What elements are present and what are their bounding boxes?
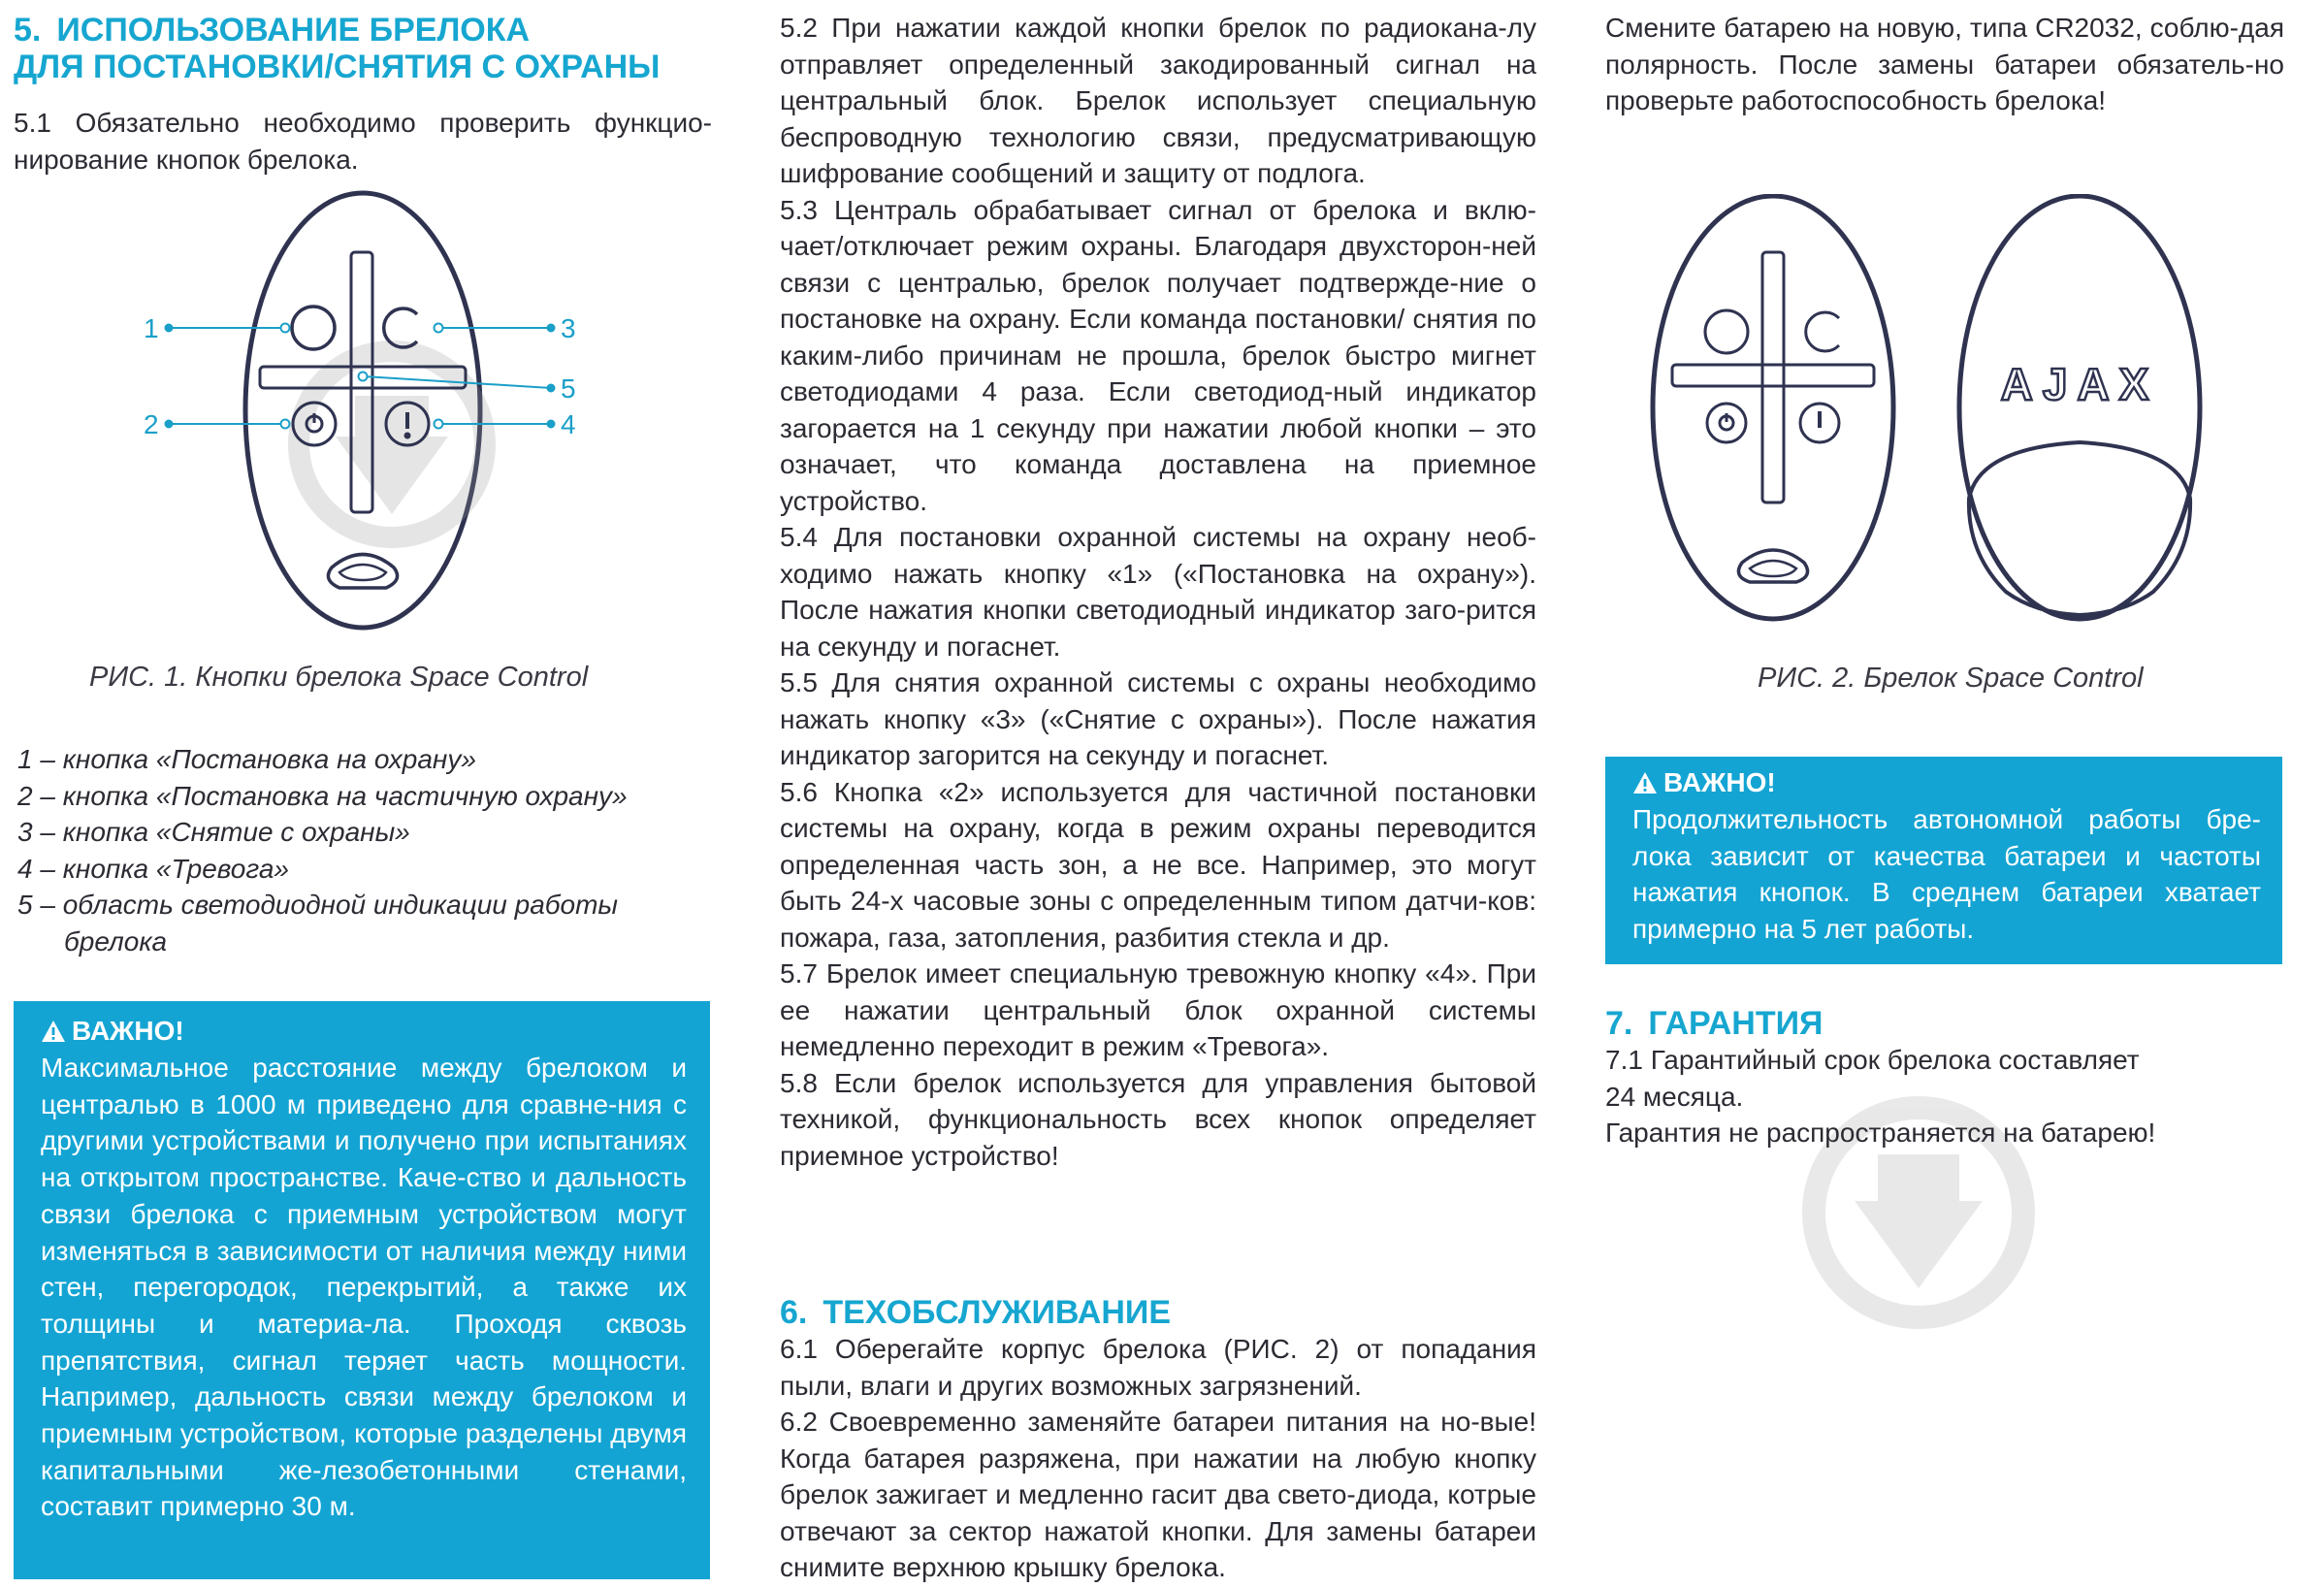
callout-3: 3: [561, 313, 576, 343]
section-6-title: 6. ТЕХОБСЛУЖИВАНИЕ: [780, 1294, 1172, 1331]
warning-icon: [1632, 771, 1658, 794]
callout-1: 1: [144, 313, 159, 343]
important-title: ВАЖНО!: [1663, 767, 1776, 797]
paragraph-5-6: 5.6 Кнопка «2» используется для частичной постановки системы на охрану, когда в режим охраны переводится определенная часть зон, а не все. Например, это могут быть 24-х часовые зоны с определенным типом датчи-ков: пожара, газа, затопления, разбития стекла и др.: [780, 776, 1536, 953]
callout-5: 5: [561, 373, 576, 404]
paragraph-5-1: 5.1 Обязательно необходимо проверить функцио-нирование кнопок брелока.: [14, 108, 712, 175]
important-text: Продолжительность автономной работы бре-лока зависит от качества батареи и частоты нажатия кнопок. В среднем батареи хватает примерно на 5 лет работы.: [1632, 804, 2261, 945]
legend-item-5: 5 – область светодиодной индикации работы: [17, 890, 619, 920]
legend-item-1: 1 – кнопка «Постановка на охрану»: [17, 744, 476, 774]
section-6: [780, 1294, 1536, 1586]
important-text: Максимальное расстояние между брелоком и централью в 1000 м приведено для сравне-ния с другими устройствами и получено при испытаниях на открытом пространстве. Каче-ство и дальность связи брелока с приемным устройством могут изменяться в зависимости от наличия между ними стен, перегородок, перекрытий, а также их толщины и материа-ла. Проходя сквозь препятствия, сигнал теряет часть мощности. Например, дальность связи между брелоком и приемным устройством, которые разделены двумя капитальными же-лезобетонными стенами, составит примерно 30 м.: [41, 1053, 687, 1522]
figure-1-keyfob-diagram: [126, 184, 592, 631]
legend-item-3: 3 – кнопка «Снятие с охраны»: [17, 817, 410, 847]
section-5-title-line2: ДЛЯ ПОСТАНОВКИ/СНЯТИЯ С ОХРАНЫ: [14, 49, 661, 85]
paragraph-5-7: 5.7 Брелок имеет специальную тревожную кнопку «4». При ее нажатии центральный блок охранной системы немедленно переходит в режим «Тревога».: [780, 958, 1536, 1061]
section-5-title: [14, 12, 712, 85]
figure-1-legend: [17, 741, 696, 959]
paragraph-5-3: 5.3 Централь обрабатывает сигнал от брелока и вклю-чает/отключает режим охраны. Благодаря двухсторон-ней связи с централью, брелок получает подтвержде-ние о постановке на охрану. Если команда постановки/ снятия по каким-либо причинам не прошла, брелок быстро мигнет светодиодами 4 раза. Если светодиод-ный индикатор загорается на 1 секунду при нажатии любой кнопки – это означает, что команда доставлена на приемное устройство.: [780, 194, 1536, 516]
warranty-line-1: 7.1 Гарантийный срок брелока составляет: [1605, 1045, 2140, 1075]
section-7: [1605, 1005, 2284, 1151]
callout-4: 4: [561, 409, 576, 439]
section-7-title: 7. ГАРАНТИЯ: [1605, 1005, 1824, 1042]
important-title: ВАЖНО!: [72, 1016, 184, 1046]
figure-2-keyfob-views: [1649, 194, 2270, 631]
figure-1-caption: РИС. 1. Кнопки брелока Space Control: [89, 662, 589, 693]
paragraph-5-5: 5.5 Для снятия охранной системы с охраны необходимо нажать кнопку «3» («Снятие с охраны»). После нажатия индикатор загорится на секунду и погаснет.: [780, 667, 1536, 770]
important-box-battery: [1605, 757, 2282, 964]
section-5-number: 5.: [14, 12, 42, 49]
legend-item-2: 2 – кнопка «Постановка на частичную охрану»: [17, 780, 628, 811]
warranty-line-3: Гарантия не распространяется на батарею!: [1605, 1118, 2156, 1148]
paragraph-6-1: 6.1 Оберегайте корпус брелока (РИС. 2) от попадания пыли, влаги и других возможных загрязнений.: [780, 1334, 1536, 1401]
warning-icon: [41, 1020, 66, 1043]
paragraph-6-2: 6.2 Своевременно заменяйте батареи питания на но-вые! Когда батарея разряжена, при нажатии на любую кнопку брелок зажигает и медленно гасит два свето-диода, котрые отвечают за сектор нажатой кнопки. Для замены батареи снимите верхнюю крышку брелока.: [780, 1407, 1536, 1582]
paragraph-5-8: 5.8 Если брелок используется для управления бытовой техникой, функциональность всех кнопок определяет приемное устройство!: [780, 1067, 1536, 1171]
callout-2: 2: [144, 409, 159, 439]
column-middle: [780, 10, 1536, 1174]
legend-item-5-cont: брелока: [64, 925, 168, 956]
warranty-line-2: 24 месяца.: [1605, 1081, 1744, 1112]
paragraph-5-2: 5.2 При нажатии каждой кнопки брелок по радиокана-лу отправляет определенный закодированный сигнал на центральный блок. Брелок использует специальную беспроводную технологию связи, предусматривающую шифрование сообщений и защиту от подлога.: [780, 13, 1536, 188]
section-5-title-line1: ИСПОЛЬЗОВАНИЕ БРЕЛОКА: [56, 12, 531, 49]
paragraph-6-2-continued: Смените батарею на новую, типа CR2032, соблю-дая полярность. После замены батареи обязатель-но проверьте работоспособность брелока!: [1605, 13, 2284, 115]
important-box-range: [14, 1001, 710, 1579]
ajax-logo: AJAX: [2000, 359, 2159, 409]
legend-item-4: 4 – кнопка «Тревога»: [17, 853, 289, 884]
figure-2-caption: РИС. 2. Брелок Space Control: [1758, 663, 2144, 694]
paragraph-5-4: 5.4 Для постановки охранной системы на охрану необ-ходимо нажать кнопку «1» («Постановка на охрану»). После нажатия кнопки светодиодный индикатор заго-рится на секунду и погаснет.: [780, 522, 1536, 662]
